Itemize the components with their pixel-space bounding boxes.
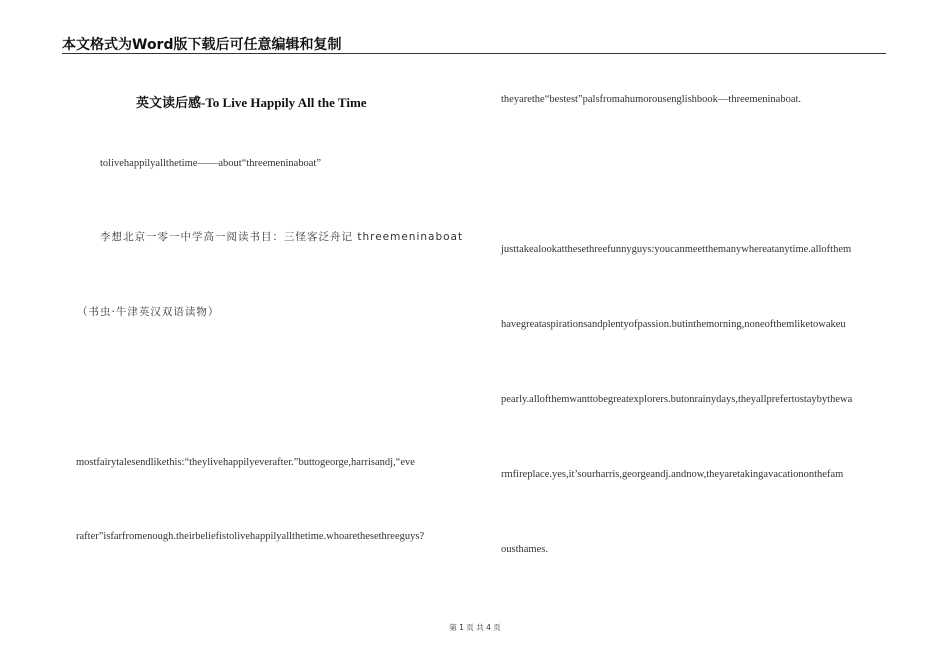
left-line-3: （书虫·牛津英汉双语读物）	[77, 306, 220, 318]
right-line-3: havegreataspirationsandplentyofpassion.butinthemorning,noneofthemliketowakeu	[501, 319, 846, 330]
page-header	[62, 34, 886, 54]
left-line-1: tolivehappilyallthetime——about“threemeninaboat”	[100, 158, 322, 169]
right-line-2: justtakealookatthesethreefunnyguys:youcanmeetthemanywhereatanytime.allofthem	[501, 244, 852, 255]
right-line-1: theyarethe“bestest”palsfromahumorousenglishbook—threemeninaboat.	[501, 94, 802, 105]
header-text: 本文格式为Word版下载后可任意编辑和复制	[62, 37, 342, 53]
left-line-5: rafter”isfarfromenough.theirbeliefistolivehappilyallthetime.whoarethesethreeguys?	[76, 531, 425, 542]
header-divider	[62, 53, 886, 54]
left-line-4: mostfairytalesendlikethis:“theylivehappilyeverafter.”buttogeorge,harrisandj,“eve	[76, 457, 415, 468]
left-line-2: 李想北京一零一中学高一阅读书目：三怪客泛舟记 threemeninaboat	[100, 231, 464, 243]
right-line-5: rmfireplace.yes,it’sourharris,georgeandj.andnow,theyaretakingavacationonthefam	[501, 469, 844, 480]
right-line-6: ousthames.	[501, 544, 548, 555]
right-line-4: pearly.allofthemwanttobegreatexplorers.butonrainydays,theyallprefertostaybythewa	[501, 394, 853, 405]
page-number: 第 1 页 共 4 页	[449, 623, 501, 632]
document-title: 英文读后感-To Live Happily All the Time	[136, 95, 367, 110]
